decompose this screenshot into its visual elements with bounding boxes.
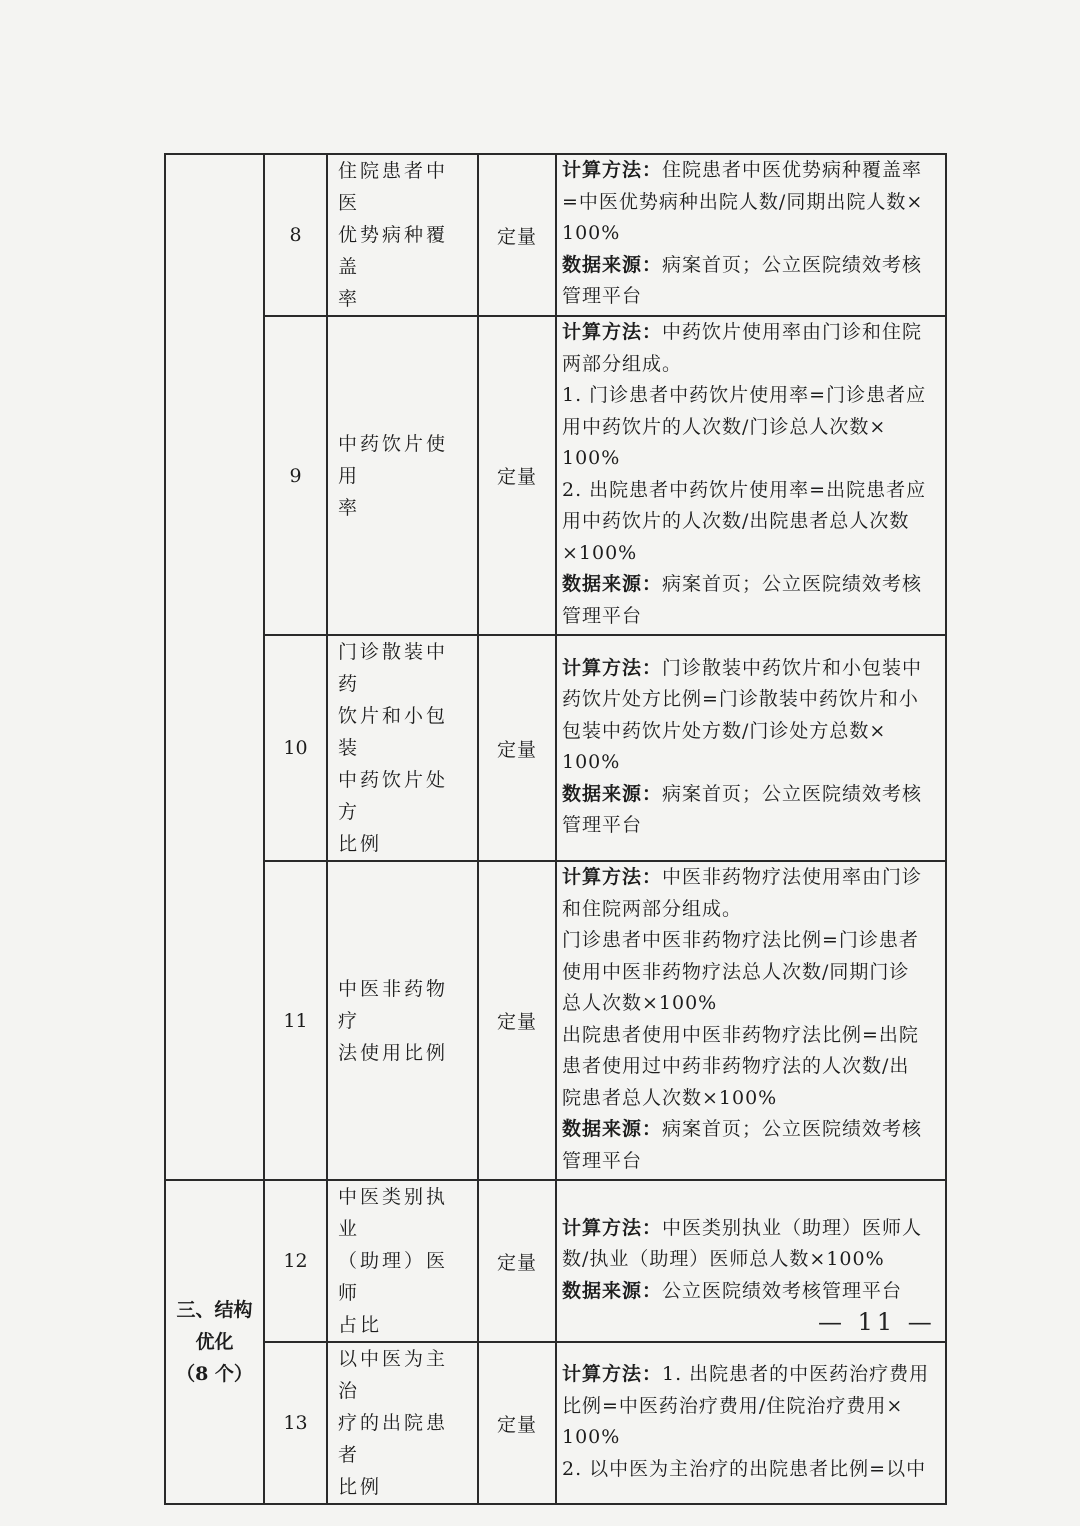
row-number: 8 [264,154,327,316]
indicator-description: 计算方法：住院患者中医优势病种覆盖率 =中医优势病种出院人数/同期出院人数× 100% 数据来源：病案首页；公立医院绩效考核 管理平台 [556,154,946,316]
table-row-8 [165,154,946,316]
indicator-description: 计算方法：中药饮片使用率由门诊和住院 两部分组成。 1. 门诊患者中药饮片使用率=门诊患者应 用中药饮片的人次数/门诊总人次数× 100% 2. 出院患者中药饮片使用率=出院患者应 用中药饮片的人次数/出院患者总人次数 ×100% 数据来源：病案首页；公立医院绩效考核 管理平台 [556,316,946,635]
table-row-11 [165,861,946,1180]
indicator-type: 定量 [478,861,556,1180]
row-number: 10 [264,635,327,861]
indicator-description: 计算方法：门诊散装中药饮片和小包装中 药饮片处方比例=门诊散装中药饮片和小 包装中药饮片处方数/门诊处方总数× 100% 数据来源：病案首页；公立医院绩效考核 管理平台 [556,635,946,861]
table-row-13 [165,1342,946,1504]
category-cell-structure: 三、结构 优化 （8 个） [165,1180,264,1504]
indicator-type: 定量 [478,1180,556,1342]
page-number: — 11 — [818,1308,936,1336]
row-number: 9 [264,316,327,635]
indicator-name: 门诊散装中药 饮片和小包装 中药饮片处方 比例 [327,635,478,861]
indicator-type: 定量 [478,154,556,316]
indicator-name: 以中医为主治 疗的出院患者 比例 [327,1342,478,1504]
indicator-name: 中医非药物疗 法使用比例 [327,861,478,1180]
row-number: 12 [264,1180,327,1342]
indicator-name: 中医类别执业 （助理）医师 占比 [327,1180,478,1342]
indicator-description: 计算方法：中医类别执业（助理）医师人 数/执业（助理）医师总人数×100% 数据来源：公立医院绩效考核管理平台 [556,1180,946,1342]
indicator-table [164,153,947,1505]
indicator-description: 计算方法：中医非药物疗法使用率由门诊 和住院两部分组成。 门诊患者中医非药物疗法比例=门诊患者 使用中医非药物疗法总人次数/同期门诊 总人次数×100% 出院患者使用中医非药物疗法比例=出院 患者使用过中药非药物疗法的人次数/出 院患者总人次数×100% 数据来源：病案首页；公立医院绩效考核 管理平台 [556,861,946,1180]
indicator-name: 中药饮片使用 率 [327,316,478,635]
indicator-type: 定量 [478,635,556,861]
indicator-type: 定量 [478,1342,556,1504]
row-number: 11 [264,861,327,1180]
indicator-name: 住院患者中医 优势病种覆盖 率 [327,154,478,316]
table-row-9 [165,316,946,635]
indicator-description: 计算方法：1. 出院患者的中医药治疗费用 比例=中医药治疗费用/住院治疗费用× 100% 2. 以中医为主治疗的出院患者比例=以中 [556,1342,946,1504]
table-row-10 [165,635,946,861]
category-cell-empty [165,154,264,1180]
row-number: 13 [264,1342,327,1504]
indicator-type: 定量 [478,316,556,635]
